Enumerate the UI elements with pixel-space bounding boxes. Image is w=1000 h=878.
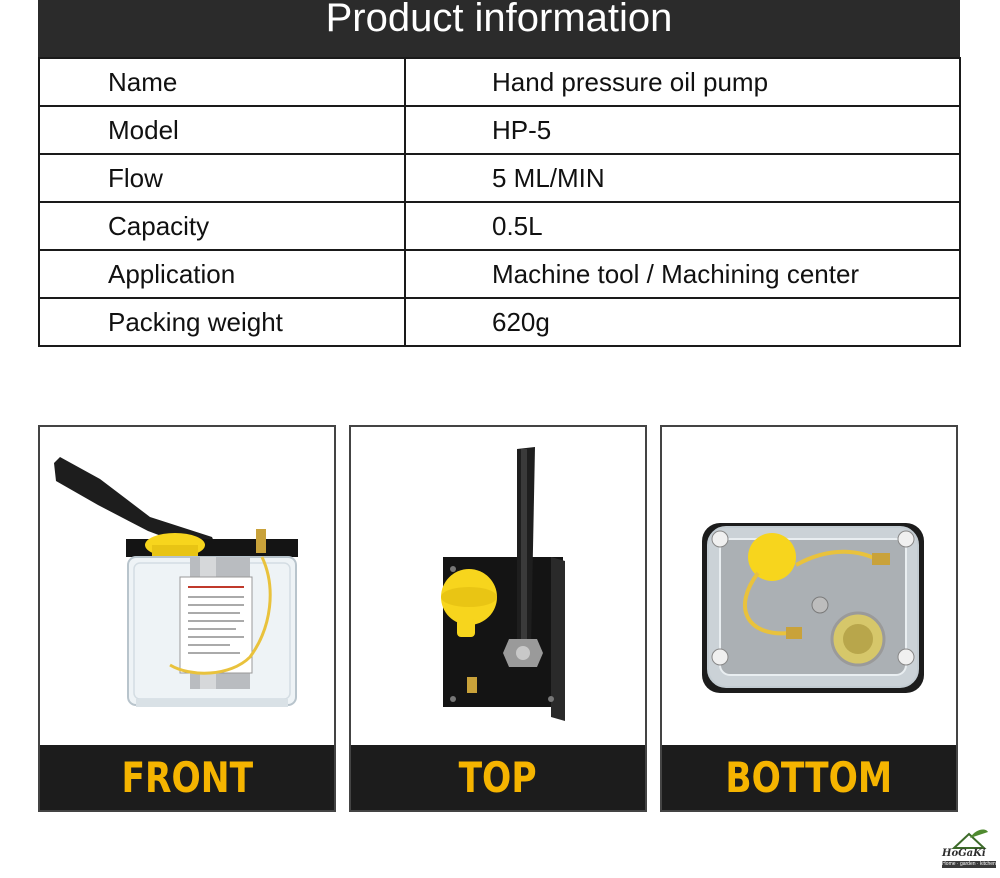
spec-value: Hand pressure oil pump <box>405 58 960 106</box>
bottom-view-photo <box>662 427 956 747</box>
top-view-panel <box>349 425 647 812</box>
spec-key: Flow <box>39 154 405 202</box>
front-view-panel <box>38 425 336 812</box>
front-view-photo <box>40 427 334 747</box>
spec-value: Machine tool / Machining center <box>405 250 960 298</box>
spec-key: Model <box>39 106 405 154</box>
table-row <box>39 202 960 250</box>
page-header <box>38 0 960 59</box>
front-view-label: FRONT <box>40 745 334 810</box>
spec-value: 0.5L <box>405 202 960 250</box>
table-row <box>39 154 960 202</box>
spec-table <box>38 57 961 347</box>
spec-value: 5 ML/MIN <box>405 154 960 202</box>
table-row <box>39 58 960 106</box>
top-view-photo <box>351 427 645 747</box>
brand-name: HoGaKi <box>942 848 986 859</box>
table-row <box>39 106 960 154</box>
spec-key: Application <box>39 250 405 298</box>
spec-key: Packing weight <box>39 298 405 346</box>
bottom-view-panel <box>660 425 958 812</box>
top-view-label: TOP <box>351 745 645 810</box>
spec-key: Capacity <box>39 202 405 250</box>
table-row <box>39 250 960 298</box>
table-row <box>39 298 960 346</box>
spec-value: HP-5 <box>405 106 960 154</box>
house-leaf-icon <box>940 826 998 850</box>
spec-value: 620g <box>405 298 960 346</box>
brand-tagline: Home · garden · kitchen <box>942 861 996 867</box>
brand-logo <box>940 826 998 870</box>
spec-key: Name <box>39 58 405 106</box>
page-title: Product information <box>325 0 673 40</box>
bottom-view-label: BOTTOM <box>662 745 956 810</box>
